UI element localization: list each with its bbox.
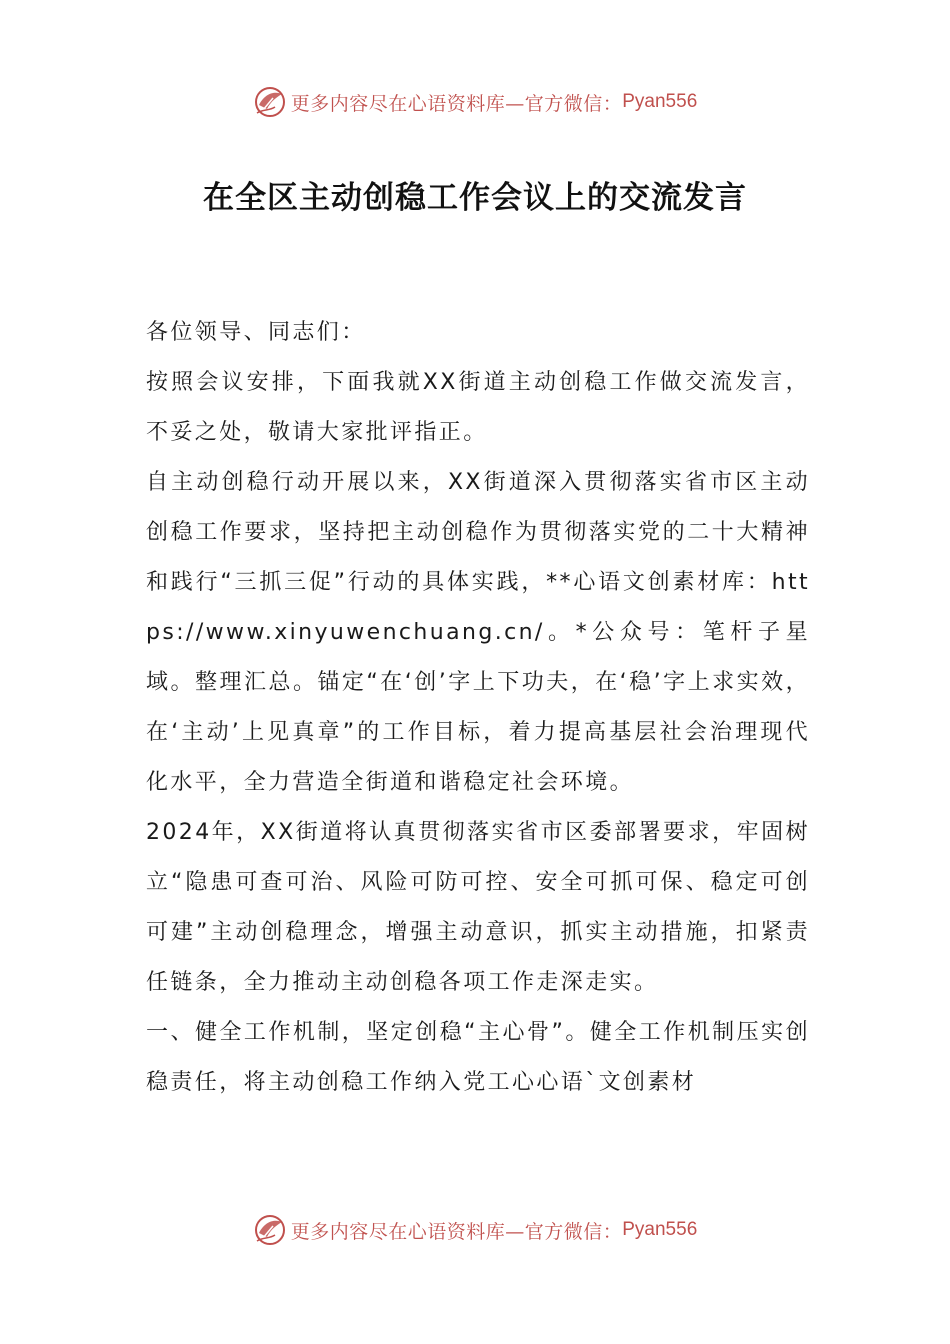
header-banner [0,82,950,122]
header-banner-text: 更多内容尽在心语资料库—官方微信： [290,92,623,115]
header-wechat-id: Pyan556 [622,91,698,112]
document-title: 在全区主动创稳工作会议上的交流发言 [203,180,747,216]
paragraph-plan-2024: 2024年，XX街道将认真贯彻落实省市区委部署要求，牢固树立“隐患可查可治、风险可防可控、安全可抓可保、稳定可创可建”主动创稳理念，增强主动意识，抓实主动措施，扣紧责任链条，全力推动主动创稳各项工作走深走实。 [146,820,810,995]
paragraph-background: 自主动创稳行动开展以来，XX街道深入贯彻落实省市区主动创稳工作要求，坚持把主动创稳作为贯彻落实党的二十大精神和践行“三抓三促”行动的具体实践，**心语文创素材库：https://www.xinyuwenchuang.cn/。*公众号：笔杆子星域。整理汇总。锚定“在‘创’字上下功夫，在‘稳’字上求实效，在‘主动’上见真章”的工作目标，着力提高基层社会治理现代化水平，全力营造全街道和谐稳定社会环境。 [146,470,810,795]
footer-banner-text: 更多内容尽在心语资料库—官方微信： [290,1220,623,1243]
paragraph-greeting: 各位领导、同志们： [146,320,366,345]
paragraph-section-one: 一、健全工作机制，坚定创稳“主心骨”。健全工作机制压实创稳责任，将主动创稳工作纳入党工心心语`文创素材 [146,1020,810,1095]
paragraph-intro: 按照会议安排，下面我就XX街道主动创稳工作做交流发言，不妥之处，敬请大家批评指正。 [146,370,810,445]
document-body [146,308,810,1108]
pen-nib-logo-icon [253,1213,287,1247]
footer-banner [0,1210,950,1250]
pen-nib-logo-icon [253,85,287,119]
footer-wechat-id: Pyan556 [622,1219,698,1240]
